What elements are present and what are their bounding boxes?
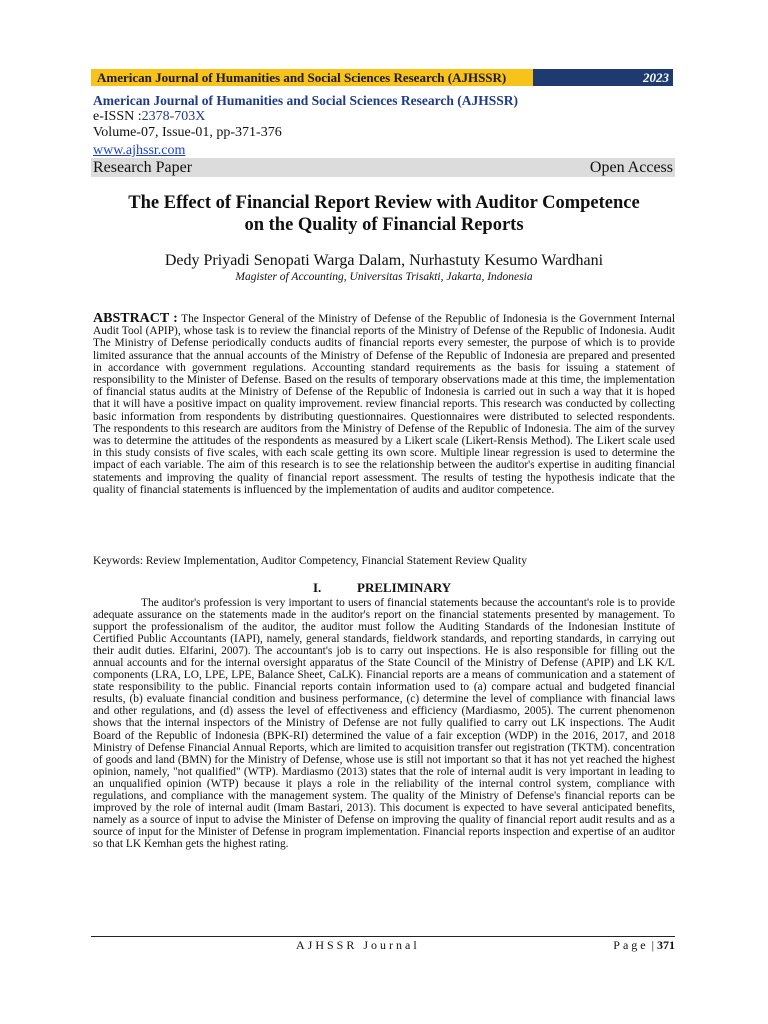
- journal-banner: [91, 69, 673, 86]
- keywords: Keywords: Review Implementation, Auditor Competency, Financial Statement Review Quality: [93, 555, 527, 567]
- abstract-label: ABSTRACT :: [93, 311, 178, 326]
- masthead-journal-title: American Journal of Humanities and Social Sciences Research (AJHSSR): [93, 93, 518, 108]
- page-number: 371: [657, 938, 675, 952]
- masthead: [93, 92, 675, 159]
- title-line-1: The Effect of Financial Report Review with Auditor Competence: [128, 193, 640, 213]
- page-label: Page: [613, 938, 649, 952]
- paper-title: [60, 192, 708, 236]
- journal-website-link[interactable]: www.ajhssr.com: [93, 143, 186, 158]
- issn-label: e-ISSN :: [93, 109, 142, 124]
- abstract: [93, 313, 675, 496]
- paper-type-label: Research Paper: [93, 158, 193, 176]
- banner-journal-name: American Journal of Humanities and Social Sciences Research (AJHSSR): [91, 69, 533, 86]
- footer-page-number: [598, 938, 675, 953]
- volume-info: Volume-07, Issue-01, pp-371-376: [93, 125, 282, 140]
- section-title: PRELIMINARY: [357, 580, 452, 595]
- authors: Dedy Priyadi Senopati Warga Dalam, Nurhastuty Kesumo Wardhani: [164, 252, 604, 269]
- banner-year: 2023: [533, 69, 673, 86]
- footer-divider: [91, 936, 675, 937]
- access-label: Open Access: [589, 158, 673, 176]
- title-line-2: on the Quality of Financial Reports: [244, 215, 524, 235]
- section-number: I.: [313, 580, 322, 595]
- page-separator: |: [651, 938, 654, 952]
- affiliation: Magister of Accounting, Universitas Trisakti, Jakarta, Indonesia: [235, 271, 533, 283]
- paper-type-bar: [91, 158, 675, 177]
- body-paragraph: The auditor's profession is very important to users of financial statements because the accountant's role is to provide adequate assurance on the statements made in the auditor's report on the financial statements presented by management. To support the professionalism of the auditor, the auditor must follow the Auditing Standards of the Indonesian Institute of Certified Public Accountants (IAPI), namely, general standards, fieldwork standards, and reporting standards, in carrying out their audit duties. Elfarini, 2007). The accountant's job is to carry out inspections. He is also responsible for filling out the annual accounts and for the internal oversight apparatus of the State Council of the Ministry of Defense (APIP) and LK K/L components (LRA, LO, LPE, LPE, Balance Sheet, CaLK). Financial reports are a means of communication and a statement of state responsibility to the public. Financial reports contain information used to (a) compare actual and budgeted financial results, (b) evaluate financial condition and business performance, (c) determine the level of compliance with financial laws and other regulations, and (d) assess the level of effectiveness and efficiency (Mardiasmo, 2005). The current phenomenon shows that the internal inspectors of the Ministry of Defense are not fully qualified to carry out LK inspections. The Audit Board of the Republic of Indonesia (BPK-RI) determined the value of a fair exception (WDP) in the 2016, 2017, and 2018 Ministry of Defense Financial Annual Reports, which are limited to acquisition transfer out registration (TKTM). concentration of goods and land (BMN) for the Ministry of Defense, whose use is still not important so that it has not yet reached the highest opinion, namely, "not qualified" (WTP). Mardiasmo (2013) states that the role of internal audit is very important in leading to an unqualified opinion (WTP) because it plays a role in the reliability of the internal control system, compliance with regulations, and compliance with the management system. The quality of the Ministry of Defense's financial reports can be improved by the role of internal audit (Imam Bastari, 2013). This document is expected to have several anticipated benefits, namely as a source of input to advise the Minister of Defense on improving the quality of financial report audit results and as a source of input for the Minister of Defense in program implementation. Financial reports inspection and expertise of an auditor so that LK Kemhan gets the highest rating.: [93, 597, 675, 850]
- issn-number: 2378-703X: [141, 109, 206, 124]
- abstract-text: The Inspector General of the Ministry of Defense of the Republic of Indonesia is the Government Internal Audit Tool (APIP), whose task is to review the financial reports of the Ministry of Defense of the Republic of Indonesia. Audit The Ministry of Defense periodically conducts audits of financial reports every semester, the purpose of which is to provide limited assurance that the annual accounts of the Ministry of Defense of the Republic of Indonesia are prepared and presented in accordance with government regulations. Accounting standard requirements as the basis for issuing a statement of responsibility to the Minister of Defense. Based on the results of temporary observations made at this time, the implementation of financial status audits at the Ministry of Defense of the Republic of Indonesia is carried out in such a way that it is hoped that it will have a positive impact on quality improvement. review financial reports. This research was conducted by collecting basic information from respondents by distributing questionnaires. Questionnaires were distributed to selected respondents. The respondents to this research are auditors from the Ministry of Defense of the Republic of Indonesia. The aim of the survey was to determine the attitudes of the respondents as measured by a Likert scale (Likert-Rensis Method). The Likert scale used in this study consists of five scales, with each scale getting its own score. Multiple linear regression is used to determine the impact of each variable. The aim of this research is to see the relationship between the auditor's expertise in auditing financial statements and improving the quality of financial report assessment. The results of testing the hypothesis indicate that the quality of financial statements is influenced by the implementation of audits and auditor competence.: [93, 313, 675, 496]
- footer-journal-name: AJHSSR Journal: [296, 938, 420, 952]
- issn-line: [93, 109, 675, 125]
